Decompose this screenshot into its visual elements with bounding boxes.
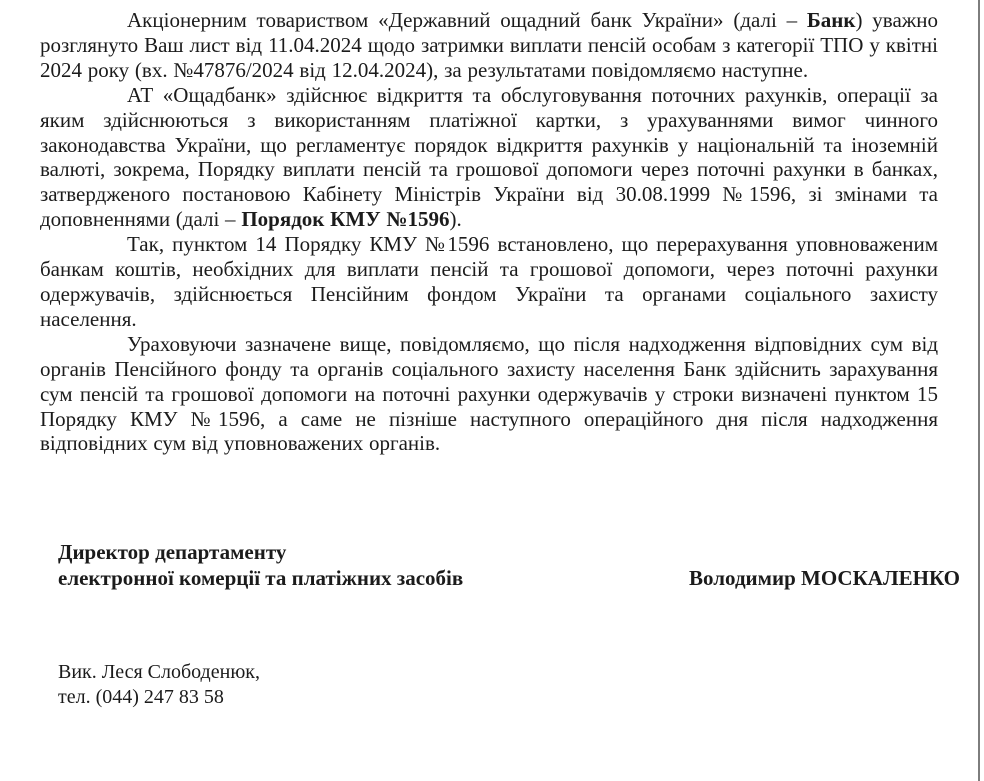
executor-name: Вик. Леся Слободенюк,: [58, 661, 260, 683]
text-run: ) уважно розглянуто Ваш лист від 11.04.2024 щодо затримки виплати пенсій особам з категорії ТПО у квітні 2024 року (вх. №47876/2024 від 12.04.2024), за результатами повідомляємо наступне.: [40, 8, 939, 82]
text-run: Так, пунктом 14 Порядку КМУ №1596 встановлено, що перерахування уповноваженим банкам коштів, необхідних для виплати пенсій та грошової допомоги, через поточні рахунки одержувачів, здійснюється Пенсійним фондом України та органами соціального захисту населення.: [40, 232, 938, 331]
paragraph: [40, 83, 938, 232]
text-run: Акціонерним товариством «Державний ощадний банк України» (далі –: [127, 8, 807, 32]
signature-block: [58, 539, 960, 591]
text-run: ).: [449, 207, 462, 232]
letter-body: [40, 8, 938, 456]
bold-text-run: Порядок КМУ №1596: [241, 207, 450, 232]
signature-title: [58, 539, 463, 591]
signature-name: Володимир МОСКАЛЕНКО: [689, 566, 960, 590]
paragraph: [40, 232, 938, 332]
executor-block: [58, 660, 260, 710]
paragraph: [40, 8, 938, 83]
bold-text-run: Банк: [806, 8, 856, 32]
scan-edge-artifact: [978, 0, 980, 781]
signature-title-line2: електронної комерції та платіжних засобів: [58, 566, 464, 590]
executor-phone: тел. (044) 247 83 58: [58, 686, 224, 708]
text-run: Ураховуючи зазначене вище, повідомляємо, що після надходження відповідних сум від органів Пенсійного фонду та органів соціального захисту населення Банк здійснить зарахування сум пенсій та грошової допомоги на поточні рахунки одержувачів у строки визначені пунктом 15 Порядку КМУ №1596, а саме не пізніше наступного операційного дня після надходження відповідних сум від уповноважених органів.: [40, 331, 938, 456]
text-run: АТ «Ощадбанк» здійснює відкриття та обслуговування поточних рахунків, операції за яким здійснюються з використанням платіжної картки, з урахуваннями вимог чинного законодавства України, що регламентує порядок відкриття рахунків у національній та іноземній валюті, зокрема, Порядку виплати пенсій та грошової допомоги через поточні рахунки в банках, затвердженого постановою Кабінету Міністрів України від 30.08.1999 №1596, зі змінами та доповненнями (далі –: [40, 82, 938, 232]
paragraph: [40, 332, 938, 457]
signature-title-line1: Директор департаменту: [58, 540, 287, 564]
